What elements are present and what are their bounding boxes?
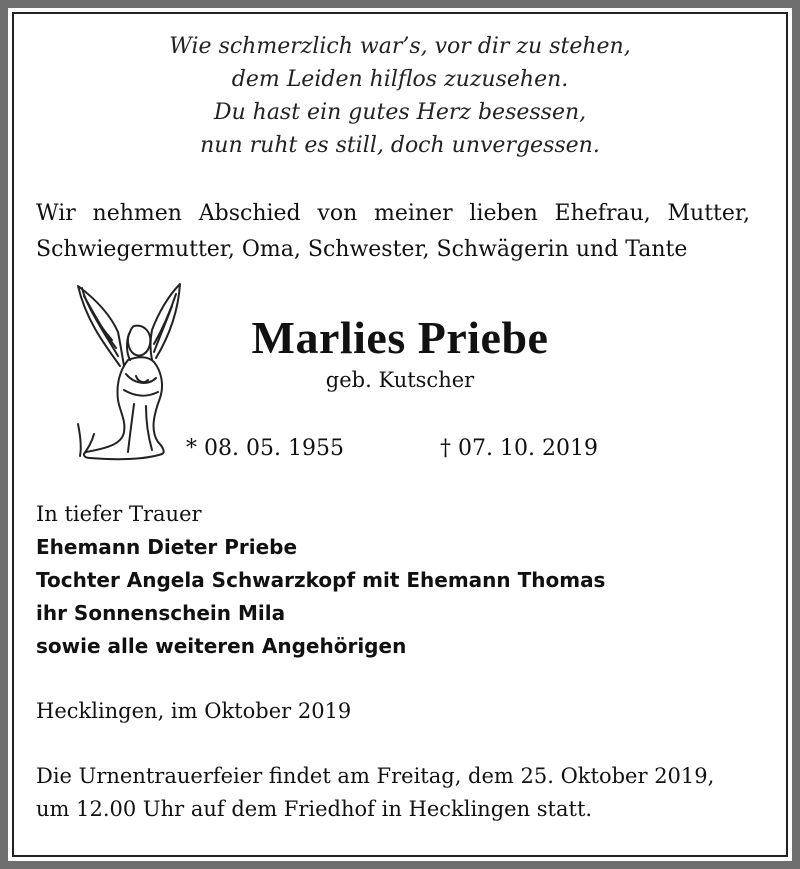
- poem-line: dem Leiden hilflos zuzusehen.: [231, 67, 569, 92]
- poem: [0, 30, 800, 162]
- death-date: † 07. 10. 2019: [440, 436, 598, 461]
- place-date: Hecklingen, im Oktober 2019: [36, 699, 352, 723]
- ceremony-line: Die Urnentrauerfeier findet am Freitag, dem 25. Oktober 2019,: [36, 764, 715, 788]
- angel-icon: [64, 274, 194, 474]
- ceremony-line: um 12.00 Uhr auf dem Friedhof in Hecklingen statt.: [36, 797, 593, 821]
- mourners-heading: In tiefer Trauer: [36, 502, 202, 526]
- mourner-name: Tochter Angela Schwarzkopf mit Ehemann Thomas: [36, 568, 606, 592]
- mourner-name: Ehemann Dieter Priebe: [36, 535, 298, 559]
- poem-line: nun ruht es still, doch unvergessen.: [200, 133, 600, 158]
- poem-line: Du hast ein gutes Herz besessen,: [213, 100, 587, 125]
- mourner-name: sowie alle weiteren Angehörigen: [36, 634, 407, 658]
- mourners: [36, 498, 605, 663]
- intro-line: Schwiegermutter, Oma, Schwester, Schwägerin und Tante: [36, 237, 688, 262]
- mourner-name: ihr Sonnenschein Mila: [36, 601, 286, 625]
- maiden-name: geb. Kutscher: [325, 368, 475, 392]
- farewell-intro: [36, 196, 750, 268]
- poem-line: Wie schmerzlich war’s, vor dir zu stehen,: [169, 34, 631, 59]
- ceremony-info: [36, 760, 714, 826]
- birth-date: * 08. 05. 1955: [186, 436, 344, 461]
- intro-line: Wir nehmen Abschied von meiner lieben Ehefrau, Mutter,: [36, 201, 750, 226]
- deceased-name: Marlies Priebe: [251, 312, 549, 363]
